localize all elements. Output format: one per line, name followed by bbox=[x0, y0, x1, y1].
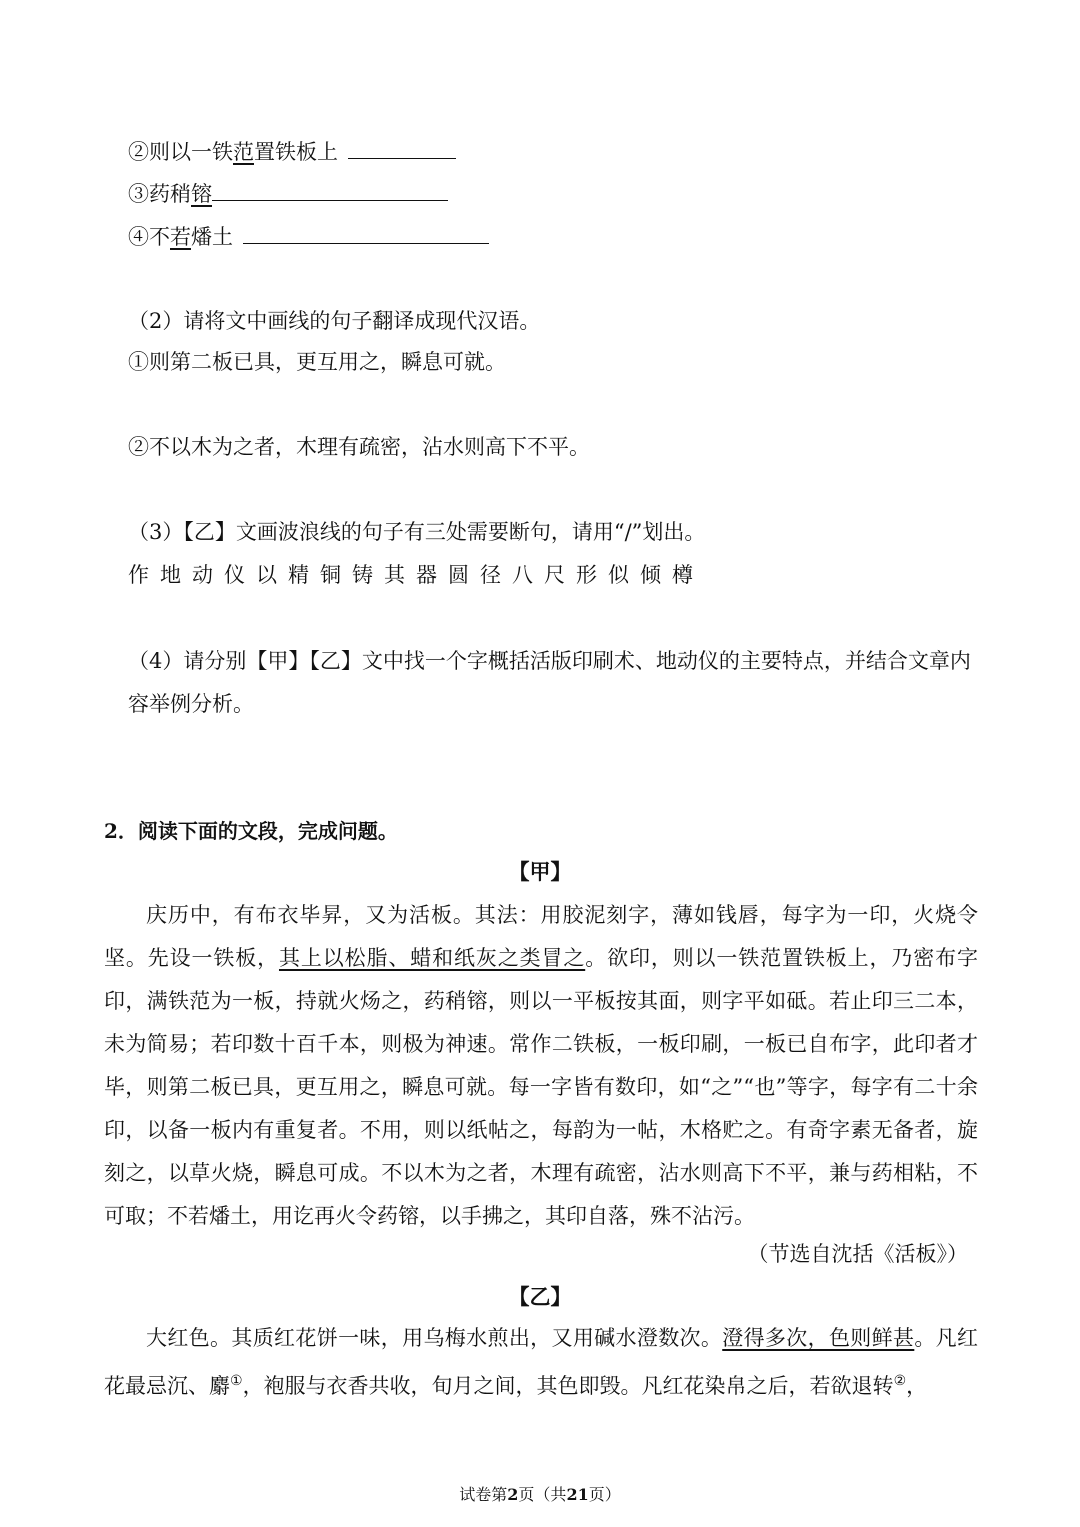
item-text: 置铁板上 bbox=[254, 140, 338, 164]
jia-passage bbox=[104, 894, 978, 1238]
underlined-sentence: 其上以松脂、蜡和纸灰之类冒之 bbox=[278, 946, 586, 970]
q3-prompt: （3）【乙】文画波浪线的句子有三处需要断句，请用“/”划出。 bbox=[128, 520, 706, 544]
page-number: 2 bbox=[507, 1485, 519, 1504]
passage-text: 。欲印，则以一铁范置铁板上，乃密布字印，满铁范为一板，持就火炀之，药稍镕，则以一平板按其面，则字平如砥。若止印三二本，未为简易；若印数十百千本，则极为神速。常作二铁板，一板印刷，一板已自布字，此印者才毕，则第二板已具，更互用之，瞬息可就。每一字皆有数印，如“之”“也”等字，每字有二十余印，以备一板内有重复者。不用，则以纸帖之，每韵为一帖，木格贮之。有奇字素无备者，旋刻之，以草火烧，瞬息可成。不以木为之者，木理有疏密，沾水则高下不平，兼与药相粘，不可取；不若燔土，用讫再火令药镕，以手拂之，其印自落，殊不沾污。 bbox=[104, 946, 979, 1228]
footnote-marker: ② bbox=[893, 1373, 907, 1389]
passage-text: 。凡红花最忌沉、麝 bbox=[104, 1326, 978, 1398]
underlined-sentence: 澄得多次，色则鲜甚 bbox=[722, 1326, 915, 1350]
q2-sentence-2: ②不以木为之者，木理有疏密，沾水则高下不平。 bbox=[128, 435, 590, 459]
q3-sentence: 作地动仪以精铜铸其器圆径八尺形似倾樽 bbox=[128, 563, 704, 587]
question-2-title: 2．阅读下面的文段，完成问题。 bbox=[104, 819, 398, 843]
jia-source: （节选自沈括《活板》） bbox=[747, 1242, 968, 1266]
page-footer bbox=[0, 1483, 1080, 1507]
item-text: 燔土 bbox=[191, 225, 233, 249]
passage-text: 大红色。其质红花饼一味，用乌梅水煎出，又用碱水澄数次。 bbox=[146, 1326, 723, 1350]
item-text: 不 bbox=[149, 225, 170, 249]
total-pages: 21 bbox=[566, 1485, 589, 1504]
underlined-char: 范 bbox=[233, 140, 254, 164]
vocab-item-4 bbox=[128, 221, 489, 252]
underlined-char: 镕 bbox=[191, 182, 212, 206]
item-text: 则以一铁 bbox=[149, 140, 233, 164]
item-text: 药稍 bbox=[149, 182, 191, 206]
item-number: ④ bbox=[128, 225, 149, 249]
item-number: ③ bbox=[128, 182, 149, 206]
footer-text: 试卷第 bbox=[459, 1485, 508, 1504]
yi-label: 【乙】 bbox=[508, 1284, 572, 1309]
vocab-item-2 bbox=[128, 136, 456, 167]
jia-label: 【甲】 bbox=[508, 859, 572, 884]
q2-prompt: （2）请将文中画线的句子翻译成现代汉语。 bbox=[128, 309, 541, 333]
answer-blank[interactable] bbox=[348, 136, 456, 159]
vocab-item-3 bbox=[128, 178, 448, 209]
answer-blank[interactable] bbox=[212, 178, 448, 201]
answer-blank[interactable] bbox=[243, 221, 489, 244]
footer-text: 页（共 bbox=[518, 1485, 567, 1504]
footnote-marker: ① bbox=[230, 1373, 243, 1389]
item-number: ② bbox=[128, 140, 149, 164]
q2-sentence-1: ①则第二板已具，更互用之，瞬息可就。 bbox=[128, 350, 506, 374]
footer-text: 页） bbox=[588, 1485, 621, 1504]
yi-passage bbox=[104, 1317, 978, 1408]
q4-prompt: （4）请分别【甲】【乙】文中找一个字概括活版印刷术、地动仪的主要特点，并结合文章内容举例分析。 bbox=[128, 649, 971, 716]
underlined-char: 若 bbox=[170, 225, 191, 249]
passage-text: ， bbox=[906, 1374, 928, 1398]
passage-text: ，袍服与衣香共收，旬月之间，其色即毁。凡红花染帛之后，若欲退转 bbox=[242, 1374, 894, 1398]
passage-text: 庆历中，有布衣毕昇，又为活板。其法：用胶泥刻字，薄如钱唇，每字为一印，火烧令坚。先设一铁板， bbox=[104, 903, 978, 970]
